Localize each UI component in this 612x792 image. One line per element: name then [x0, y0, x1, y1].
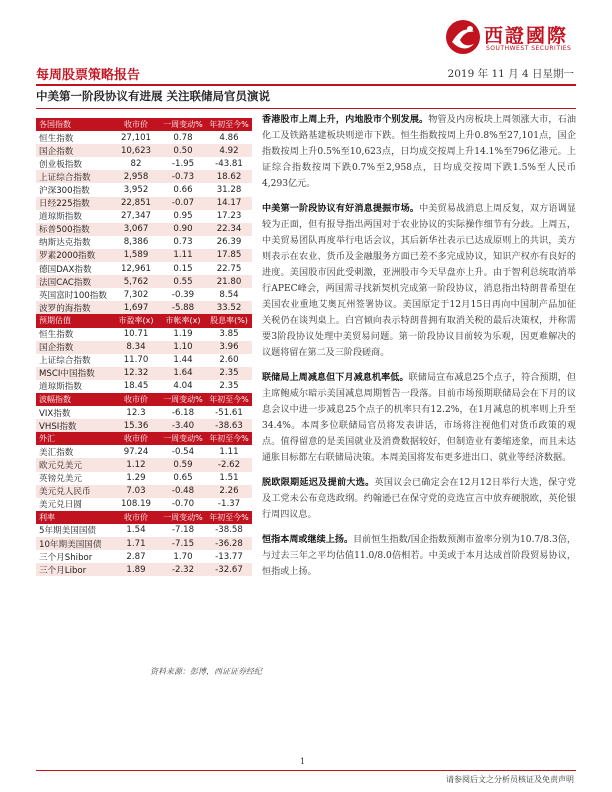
- table-cell: 1.71: [112, 537, 160, 550]
- headline-rule: [36, 108, 576, 109]
- table-cell: -2.62: [206, 458, 252, 471]
- table-cell: -7.15: [160, 537, 206, 550]
- table-header-cell: 预期估值: [36, 314, 112, 327]
- table-cell: 5年期美国国债: [39, 526, 97, 537]
- table-cell: 三个月Libor: [36, 563, 112, 576]
- table-cell: VIX指数: [39, 408, 71, 419]
- table-cell: 31.28: [216, 185, 242, 196]
- table-cell: -2.32: [160, 563, 206, 576]
- table-cell: -0.54: [171, 446, 195, 457]
- table-header-cell: 年初至今%: [206, 393, 252, 406]
- table-cell: 0.50: [160, 144, 206, 157]
- table-header-cell: 一周变动%: [160, 511, 206, 524]
- table-cell: 三个月Shibor: [39, 552, 93, 563]
- table-cell: -7.18: [171, 525, 195, 536]
- table-cell: 22.75: [216, 263, 242, 274]
- table-row: [36, 223, 252, 236]
- table-header-cell: 波幅指数: [36, 393, 112, 406]
- table-row: [36, 144, 252, 157]
- table-cell: 8.34: [112, 341, 160, 354]
- table-cell: -0.07: [160, 197, 206, 210]
- table-row: [36, 288, 252, 301]
- table-cell: 22.34: [206, 223, 252, 236]
- table-cell: 12,961: [120, 263, 152, 274]
- paragraph-body: 英国议会已确定会在12月12日举行大选，保守党及工党未公布竞选政纲。约翰逊已在保守党的竞选宣言中放弃硬脱欧，英伦银行周四议息。: [262, 478, 576, 520]
- table-cell: 2.35: [219, 381, 239, 392]
- table-row: [36, 131, 252, 144]
- table-cell: 1.12: [112, 458, 160, 471]
- table-row: [36, 328, 252, 341]
- table-cell: 罗素2000指数: [36, 249, 112, 262]
- table-row: [36, 419, 252, 432]
- paragraph-lead: 恒指本周或继续上扬。: [262, 534, 354, 545]
- table-header-cell: 收市价: [112, 393, 160, 406]
- table-cell: 1.10: [160, 341, 206, 354]
- table-cell: 15.36: [112, 419, 160, 432]
- table-cell: 10,623: [112, 144, 160, 157]
- table-cell: 纳斯达克指数: [39, 238, 91, 249]
- table-cell: 国企指数: [36, 144, 112, 157]
- table-cell: 美汇指数: [39, 447, 74, 458]
- table-cell: 道琼斯指数: [39, 212, 82, 223]
- table-cell: 1.89: [112, 563, 160, 576]
- table-header-cell: 年初至今%: [206, 432, 252, 445]
- table-cell: 10.71: [123, 329, 149, 340]
- commentary-paragraph: [262, 370, 576, 466]
- table-cell: -3.40: [160, 419, 206, 432]
- commentary-paragraph: [262, 532, 576, 580]
- table-cell: -51.61: [215, 407, 243, 418]
- table-row: [36, 524, 252, 537]
- table-cell: 恒生指数: [39, 133, 74, 144]
- table-cell: 标普500指数: [36, 223, 112, 236]
- table-cell: 3,952: [123, 185, 149, 196]
- table-cell: 10年期美国国债: [36, 537, 112, 550]
- table-cell: VHSI指数: [36, 419, 112, 432]
- table-cell: 8,386: [123, 237, 149, 248]
- table-row: [36, 197, 252, 210]
- table-header-cell: 年初至今%: [206, 118, 252, 131]
- table-cell: 8.54: [219, 289, 239, 300]
- table-row: [36, 406, 252, 419]
- table-header-cell: 一周变动%: [160, 118, 206, 131]
- paragraph-lead: 香港股市上周上升，内地股市个别发展。: [262, 114, 429, 125]
- table-cell: 美元兑日圆: [39, 500, 82, 511]
- table-row: [36, 157, 252, 170]
- brand-name-cn: 西證國際: [484, 25, 569, 47]
- table-header-cell: 年初至今%: [206, 511, 252, 524]
- table-cell: 33.52: [206, 301, 252, 314]
- table-cell: 1.11: [160, 249, 206, 262]
- table-cell: MSCI中国指数: [36, 367, 112, 380]
- table-header-cell: 市帐率(x): [160, 314, 206, 327]
- table-section-header: [36, 118, 252, 131]
- report-headline: 中美第一阶段协议有进展 关注联储局官员演说: [36, 89, 271, 103]
- table-cell: 12.32: [112, 367, 160, 380]
- table-cell: 3.96: [206, 341, 252, 354]
- table-row: [36, 380, 252, 393]
- table-row: [36, 458, 252, 471]
- table-cell: 2,958: [112, 170, 160, 183]
- table-cell: 1,589: [112, 249, 160, 262]
- table-cell: 1.44: [173, 355, 193, 366]
- table-cell: 1.54: [126, 525, 146, 536]
- table-cell: 2.87: [126, 551, 146, 562]
- table-cell: 0.78: [173, 132, 193, 143]
- table-cell: -38.63: [206, 419, 252, 432]
- table-cell: 4.92: [206, 144, 252, 157]
- table-cell: 3.85: [219, 329, 239, 340]
- table-row: [36, 472, 252, 485]
- table-section-header: [36, 393, 252, 406]
- table-cell: -1.95: [171, 158, 195, 169]
- table-cell: 0.15: [173, 263, 193, 274]
- table-row: [36, 485, 252, 498]
- table-cell: 1.11: [219, 446, 239, 457]
- table-cell: 0.73: [173, 237, 193, 248]
- table-cell: 2.60: [219, 355, 239, 366]
- table-cell: 11.70: [123, 355, 149, 366]
- header-rule: [36, 84, 576, 86]
- table-cell: 22,851: [112, 197, 160, 210]
- table-cell: -43.81: [215, 158, 243, 169]
- table-cell: -0.48: [160, 485, 206, 498]
- table-header-cell: 一周变动%: [160, 393, 206, 406]
- table-row: [36, 236, 252, 249]
- commentary-paragraph: [262, 475, 576, 523]
- table-cell: 法国CAC指数: [36, 275, 112, 288]
- table-cell: 3,067: [112, 223, 160, 236]
- table-row: [36, 249, 252, 262]
- disclaimer: 请参阅后文之分析员核证及免责声明: [446, 775, 574, 784]
- table-cell: 上证综合指数: [36, 170, 112, 183]
- table-row: [36, 537, 252, 550]
- table-cell: 1,697: [112, 301, 160, 314]
- table-row: [36, 563, 252, 576]
- table-header-cell: 收市价: [112, 432, 160, 445]
- table-cell: -32.67: [206, 563, 252, 576]
- commentary-paragraph: [262, 201, 576, 361]
- table-cell: 27,347: [120, 211, 152, 222]
- southwest-securities-logo-icon: [444, 18, 482, 56]
- table-header-cell: 各国指数: [36, 118, 112, 131]
- table-row: [36, 170, 252, 183]
- table-header-cell: 收市价: [112, 118, 160, 131]
- page-number: 1: [300, 757, 306, 766]
- table-cell: -0.39: [171, 289, 195, 300]
- table-row: [36, 550, 252, 563]
- table-section-header: [36, 314, 252, 327]
- table-cell: 2.35: [206, 367, 252, 380]
- table-cell: 德国DAX指数: [39, 264, 92, 275]
- table-cell: 1.51: [219, 473, 239, 484]
- table-section-header: [36, 511, 252, 524]
- table-cell: 2.26: [206, 485, 252, 498]
- table-cell: 26.39: [216, 237, 242, 248]
- paragraph-lead: 联储局上周减息但下月减息机率低。: [262, 372, 409, 383]
- table-cell: 27,101: [120, 132, 152, 143]
- table-header-cell: 市盈率(x): [112, 314, 160, 327]
- paragraph-body: 目前恒生指数/国企指数预测市盈率分别为10.7/8.3倍，与过去三年之平均估值11.0/8.0倍相若。中美或于本月达成首阶段贸易协议，恒指或上扬。: [262, 535, 576, 577]
- table-cell: 21.80: [206, 275, 252, 288]
- table-cell: 英国富时100指数: [39, 290, 107, 301]
- brand-logo: [444, 18, 594, 58]
- table-row: [36, 275, 252, 288]
- table-cell: -6.18: [171, 407, 195, 418]
- table-section-header: [36, 432, 252, 445]
- table-cell: -5.88: [160, 301, 206, 314]
- paragraph-lead: 脱欧限期延迟及提前大选。: [262, 477, 375, 488]
- table-cell: 97.24: [123, 446, 149, 457]
- table-cell: 5,762: [112, 275, 160, 288]
- table-header-cell: 收市价: [112, 511, 160, 524]
- table-header-cell: 股息率(%): [206, 314, 252, 327]
- table-row: [36, 341, 252, 354]
- table-cell: -0.73: [160, 170, 206, 183]
- table-cell: 17.85: [206, 249, 252, 262]
- paragraph-body: 物管及内房板块上周领涨大市，石油化工及铁路基建板块则逆市下跌。恒生指数按周上升0.8%至27,101点，国企指数按周上升0.5%至10,623点，日均成交按周上升14.1%至796亿港元。上证综合指数按周下跌0.7%至2,958点，日均成交按周下跌1.5%至人民币4,293亿元。: [262, 115, 576, 189]
- market-data-table: [36, 118, 252, 576]
- report-date: 2019 年 11 月 4 日星期一: [447, 68, 574, 80]
- table-cell: 17.23: [216, 211, 242, 222]
- table-cell: 0.90: [160, 223, 206, 236]
- table-cell: 英镑兑美元: [39, 474, 82, 485]
- paragraph-body: 联储局宣布减息25个点子，符合预期，但主席鲍威尔暗示美国减息周期暂告一段落。目前市场预期联储局会在下月的议息会议中进一步减息25个点子的机率只有12.2%，在1月减息的机率则上升至34.4%。本周多位联储局官员将发表讲话，市场将注视他们对货币政策的观点。值得留意的是美国就业及消费数据较好，但制造业有萎缩迹象，而且未达通胀目标都左右联储局决策。本周美国将发布更多进出口、就业等经济数据。: [262, 373, 576, 463]
- table-cell: 18.62: [206, 170, 252, 183]
- commentary-paragraph: [262, 112, 576, 192]
- table-cell: 道琼斯指数: [39, 382, 82, 393]
- table-row: [36, 498, 252, 511]
- table-cell: 0.59: [160, 458, 206, 471]
- table-cell: -0.70: [171, 499, 195, 510]
- table-cell: 波罗的海指数: [36, 301, 112, 314]
- table-header-cell: 外汇: [36, 432, 112, 445]
- table-cell: 14.17: [206, 197, 252, 210]
- table-cell: 创业板指数: [39, 159, 82, 170]
- table-cell: 18.45: [123, 381, 149, 392]
- table-cell: 0.95: [173, 211, 193, 222]
- table-cell: 0.65: [173, 473, 193, 484]
- table-cell: 4.04: [173, 381, 193, 392]
- brand-name-en: SOUTHWEST SECURITIES: [486, 45, 572, 52]
- report-title: 每周股票策略报告: [36, 68, 141, 83]
- table-cell: 欧元兑美元: [36, 458, 112, 471]
- table-row: [36, 301, 252, 314]
- table-row: [36, 210, 252, 223]
- table-row: [36, 183, 252, 196]
- table-cell: 1.70: [173, 551, 193, 562]
- table-cell: 0.66: [173, 185, 193, 196]
- table-cell: 7,302: [123, 289, 149, 300]
- table-cell: 12.3: [126, 407, 146, 418]
- table-cell: 108.19: [120, 499, 152, 510]
- table-source: 资料来源：彭博，西证证券经纪: [150, 667, 262, 676]
- table-row: [36, 262, 252, 275]
- commentary-column: [262, 112, 576, 589]
- table-cell: -1.37: [217, 499, 241, 510]
- table-cell: 1.29: [126, 473, 146, 484]
- table-cell: 美元兑人民币: [36, 485, 112, 498]
- table-cell: -13.77: [215, 551, 243, 562]
- table-cell: 恒生指数: [39, 330, 74, 341]
- table-header-cell: 一周变动%: [160, 432, 206, 445]
- table-cell: 日经225指数: [36, 197, 112, 210]
- table-cell: 4.86: [219, 132, 239, 143]
- table-cell: -36.28: [206, 537, 252, 550]
- table-row: [36, 354, 252, 367]
- table-cell: 1.19: [173, 329, 193, 340]
- table-cell: 国企指数: [36, 341, 112, 354]
- table-cell: -38.58: [215, 525, 243, 536]
- table-row: [36, 367, 252, 380]
- table-cell: 0.55: [160, 275, 206, 288]
- table-cell: 82: [130, 158, 142, 169]
- table-header-cell: 利率: [36, 511, 112, 524]
- table-cell: 1.64: [160, 367, 206, 380]
- table-cell: 沪深300指数: [39, 186, 90, 197]
- table-row: [36, 445, 252, 458]
- table-cell: 7.03: [112, 485, 160, 498]
- table-cell: 上证综合指数: [39, 356, 91, 367]
- paragraph-body: 中美贸易战消息上周反复，双方语调显较为正面，但有报导指出两国对于农业协议的实际操作细节有分歧。上周五，中美贸易团队再度举行电话会议，其后新华社表示已达成原则上的共识，美方则表示在农业、货币及金融服务方面已差不多完成协议，知识产权亦有良好的进度。美国股市因此受刺激，亚洲股市今天早盘亦上升。由于智利总统取消举行APEC峰会，两国需寻找新契机完成第一阶段协议，消息指出特朗普希望在美国农业重地艾奥瓦州签署协议。美国原定于12月15日再向中国制产品加征关税仍在谈判桌上。白宫倾向表示特朗普拥有取消关税的最后决策权，并称需要3阶段协议处理中美贸易问题。第一阶段协议目前较为乐观，因更难解决的议题将留在第二及三阶段磋商。: [262, 204, 576, 358]
- footer-rule: [36, 770, 576, 771]
- paragraph-lead: 中美第一阶段协议有好消息提振市场。: [262, 203, 420, 214]
